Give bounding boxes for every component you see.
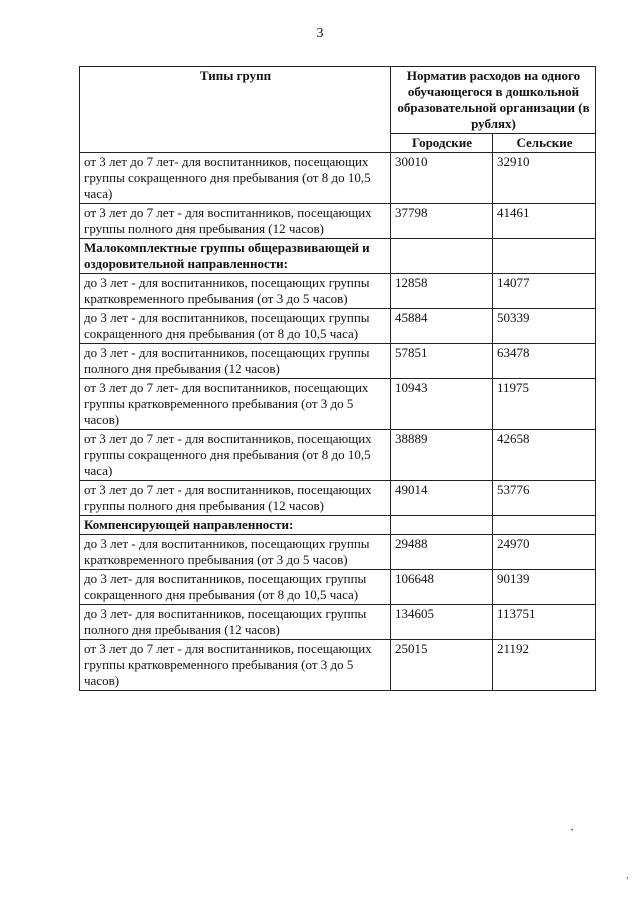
empty-cell [493,516,596,535]
table-row [80,535,596,570]
table-row [80,379,596,430]
section-row [80,239,596,274]
city-value-cell: 49014 [391,481,493,516]
norm-header: Норматив расходов на одного обучающегося в дошкольной образовательной организации (в рублях) [391,67,596,134]
rural-value-cell: 113751 [493,605,596,640]
table-header-row [80,67,596,134]
group-type-cell: до 3 лет - для воспитанников, посещающих группы кратковременного пребывания (от 3 до 5 часов) [80,274,391,309]
rural-value-cell: 21192 [493,640,596,691]
city-value-cell: 29488 [391,535,493,570]
city-value-cell: 25015 [391,640,493,691]
city-value-cell: 134605 [391,605,493,640]
city-value-cell: 45884 [391,309,493,344]
edge-mark: , [626,870,629,881]
city-value-cell: 106648 [391,570,493,605]
section-title: Компенсирующей направленности: [80,516,391,535]
rural-header: Сельские [493,134,596,153]
group-type-cell: до 3 лет - для воспитанников, посещающих группы кратковременного пребывания (от 3 до 5 часов) [80,535,391,570]
expense-norm-table [79,66,596,691]
city-header: Городские [391,134,493,153]
rural-value-cell: 42658 [493,430,596,481]
section-row [80,516,596,535]
rural-value-cell: 32910 [493,153,596,204]
rural-value-cell: 41461 [493,204,596,239]
empty-cell [391,516,493,535]
group-type-cell: от 3 лет до 7 лет - для воспитанников, посещающих группы сокращенного дня пребывания (от 8 до 10,5 часа) [80,430,391,481]
table-row [80,153,596,204]
empty-cell [391,239,493,274]
group-type-cell: от 3 лет до 7 лет - для воспитанников, посещающих группы полного дня пребывания (12 часов) [80,481,391,516]
group-type-cell: от 3 лет до 7 лет - для воспитанников, посещающих группы полного дня пребывания (12 часов) [80,204,391,239]
rural-value-cell: 63478 [493,344,596,379]
group-type-cell: до 3 лет - для воспитанников, посещающих группы сокращенного дня пребывания (от 8 до 10,5 часа) [80,309,391,344]
group-type-cell: от 3 лет до 7 лет- для воспитанников, посещающих группы кратковременного пребывания (от 3 до 5 часов) [80,379,391,430]
rural-value-cell: 14077 [493,274,596,309]
group-type-cell: до 3 лет - для воспитанников, посещающих группы полного дня пребывания (12 часов) [80,344,391,379]
types-header: Типы групп [80,67,391,153]
city-value-cell: 30010 [391,153,493,204]
city-value-cell: 37798 [391,204,493,239]
rural-value-cell: 24970 [493,535,596,570]
empty-cell [493,239,596,274]
group-type-cell: от 3 лет до 7 лет - для воспитанников, посещающих группы кратковременного пребывания (от 3 до 5 часов) [80,640,391,691]
city-value-cell: 38889 [391,430,493,481]
table-row [80,605,596,640]
table-row [80,430,596,481]
city-value-cell: 10943 [391,379,493,430]
table-row [80,344,596,379]
table-row [80,274,596,309]
table-row [80,640,596,691]
group-type-cell: до 3 лет- для воспитанников, посещающих группы полного дня пребывания (12 часов) [80,605,391,640]
group-type-cell: до 3 лет- для воспитанников, посещающих группы сокращенного дня пребывания (от 8 до 10,5 часа) [80,570,391,605]
rural-value-cell: 53776 [493,481,596,516]
page-number: 3 [316,26,324,41]
table-row [80,309,596,344]
stray-mark: · [570,822,575,837]
table-row [80,481,596,516]
group-type-cell: от 3 лет до 7 лет- для воспитанников, посещающих группы сокращенного дня пребывания (от 8 до 10,5 часа) [80,153,391,204]
rural-value-cell: 90139 [493,570,596,605]
city-value-cell: 57851 [391,344,493,379]
rural-value-cell: 50339 [493,309,596,344]
table-body [80,153,596,691]
city-value-cell: 12858 [391,274,493,309]
table-row [80,570,596,605]
rural-value-cell: 11975 [493,379,596,430]
section-title: Малокомплектные группы общеразвивающей и оздоровительной направленности: [80,239,391,274]
table-row [80,204,596,239]
